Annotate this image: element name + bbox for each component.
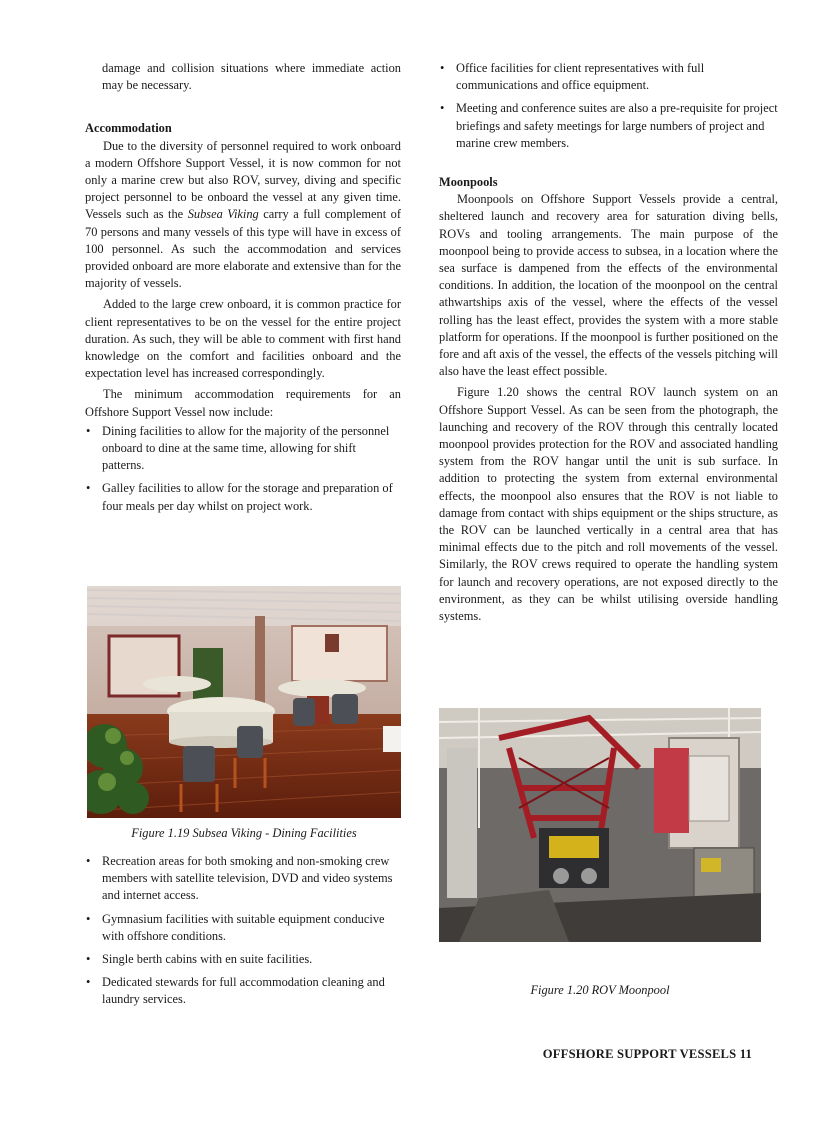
figure-1-19-caption: Figure 1.19 Subsea Viking - Dining Facilities <box>131 826 357 840</box>
list-item: • Office facilities for client representatives with full communications and office equipment. <box>439 60 778 94</box>
list-item: • Recreation areas for both smoking and non-smoking crew members with satellite television, DVD and video systems and internet access. <box>85 853 401 905</box>
vessel-name: Subsea Viking <box>187 207 259 222</box>
right-column <box>439 60 778 625</box>
accommodation-paragraph-1: Due to the diversity of personnel required to work onboard a modern Offshore Support Vessel, it is now common for not only a marine crew but also ROV, survey, diving and specific project personnel to be onboard the vessel at any given time. Vessels such as the Subsea Viking carry a full complement of 70 persons and many vessels of this type will have in excess of 100 personnel. As such the accommodation and services provided onboard are more elaborate and extensive than for the majority of vessels. <box>85 138 401 291</box>
list-item: • Galley facilities to allow for the storage and preparation of four meals per day whilst on project work. <box>85 480 401 514</box>
rov-moonpool-illustration <box>439 708 761 942</box>
rov-moonpool-photo <box>439 708 761 942</box>
figure-1-20-caption: Figure 1.20 ROV Moonpool <box>530 983 670 997</box>
list-item: • Meeting and conference suites are also a pre-requisite for project briefings and safety meetings for large numbers of project and marine crew members. <box>439 100 778 152</box>
page-footer: OFFSHORE SUPPORT VESSELS 11 <box>542 1047 752 1061</box>
accommodation-heading: Accommodation <box>85 121 172 136</box>
accommodation-paragraph-3: The minimum accommodation requirements for an Offshore Support Vessel now include: <box>85 387 401 419</box>
accommodation-list-2 <box>85 853 401 1015</box>
moonpools-paragraph-1: Moonpools on Offshore Support Vessels provide a central, sheltered launch and recovery area for saturation diving bells, ROVs and tooling arrangements. The main purpose of the moonpool being to provide access to subsea, in a location where the sea surface is dampened from the effects of the environmental conditions. In addition, the location of the moonpool on the central athwartships axis of the vessel, where the effects of the vessel rolling has the least effect, provides the system with a more stable platform for operations. If the moonpool is further positioned on the fore and aft axis of the vessel, the effects of the vessels pitching will also have the least effect possible. <box>439 192 778 379</box>
list-item: • Single berth cabins with en suite facilities. <box>85 951 401 968</box>
list-item: • Dining facilities to allow for the majority of the personnel onboard to dine at the same time, allowing for shift patterns. <box>85 423 401 475</box>
list-item: • Gymnasium facilities with suitable equipment conducive with offshore conditions. <box>85 911 401 945</box>
dining-facilities-photo <box>87 586 401 818</box>
accommodation-list-1 <box>85 423 401 515</box>
moonpools-paragraph-2: Figure 1.20 shows the central ROV launch system on an Offshore Support Vessel. As can be seen from the photograph, the launching and recovery of the ROV through this centrally located moonpool provides protection for the ROV and associated handling system from the ROV hangar until the unit is sub surface. In addition to protecting the system from external environmental effects, the moonpool also ensures that the ROV is not liable to damage from contact with ships equipment or the ships structure, as the ROV can be launched vertically in a central area that has minimal effects due to the pitch and roll movements of the vessel. Similarly, the ROV crews required to operate the handling system for launch and recovery operations, are not exposed directly to the environment, as they can be whilst utilising overside handling systems. <box>439 385 778 624</box>
moonpools-heading: Moonpools <box>439 175 498 190</box>
list-item: • Dedicated stewards for full accommodation cleaning and laundry services. <box>85 974 401 1008</box>
left-column <box>85 60 401 521</box>
accommodation-paragraph-2: Added to the large crew onboard, it is common practice for client representatives to be on the vessel for the entire project duration. As such, they will be able to comment with first hand knowledge on the comfort and facilities onboard and the expectation level has increased correspondingly. <box>85 297 401 381</box>
dining-room-illustration <box>87 586 401 818</box>
accommodation-list-3 <box>439 60 778 152</box>
intro-paragraph: damage and collision situations where immediate action may be necessary. <box>102 61 401 93</box>
